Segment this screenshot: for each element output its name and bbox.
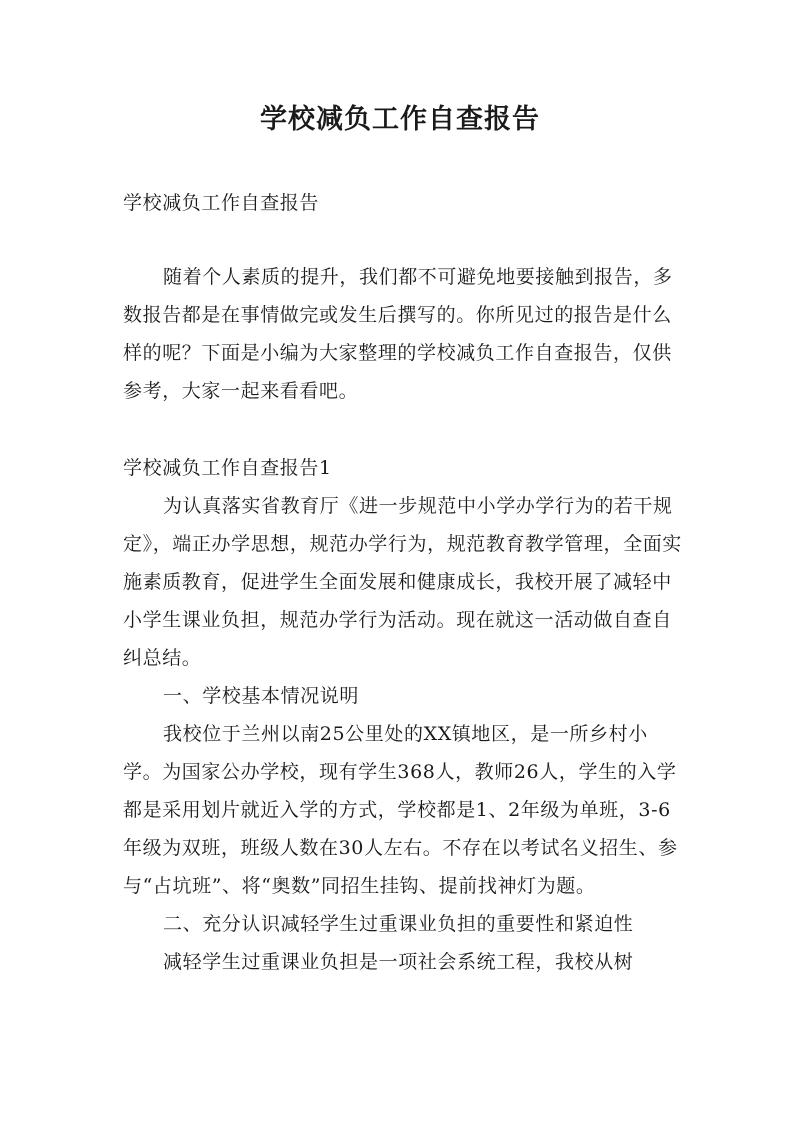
paragraph-3: 减轻学生过重课业负担是一项社会系统工程，我校从树 — [163, 951, 634, 973]
section-title: 学校减负工作自查报告1 — [123, 457, 332, 479]
section-content — [123, 487, 683, 981]
intro-paragraph: 随着个人素质的提升，我们都不可避免地要接触到报告，多数报告都是在事情做完或发生后撰写的。你所见过的报告是什么样的呢？下面是小编为大家整理的学校减负工作自查报告，仅供参考，大家一起来看看吧。 — [123, 266, 673, 402]
paragraph-2: 我校位于兰州以南25公里处的XX镇地区，是一所乡村小学。为国家公办学校，现有学生368人，教师26人，学生的入学都是采用划片就近入学的方式，学校都是1、2年级为单班，3-6年级为双班，班级人数在30人左右。不存在以考试名义招生、参与“占坑班”、将“奥数”同招生挂钩、提前找神灯为题。 — [123, 723, 678, 897]
heading-school-basic-info: 一、学校基本情况说明 — [163, 685, 360, 707]
paragraph-1: 为认真落实省教育厅《进一步规范中小学办学行为的若干规定》，端正办学思想，规范办学行为，规范教育教学管理，全面实施素质教育，促进学生全面发展和健康成长，我校开展了减轻中小学生课业负担，规范办学行为活动。现在就这一活动做自查自纠总结。 — [123, 495, 682, 669]
document-title: 学校减负工作自查报告 — [260, 104, 540, 135]
heading-importance-urgency: 二、充分认识减轻学生过重课业负担的重要性和紧迫性 — [163, 913, 634, 935]
document-subtitle: 学校减负工作自查报告 — [123, 192, 320, 214]
